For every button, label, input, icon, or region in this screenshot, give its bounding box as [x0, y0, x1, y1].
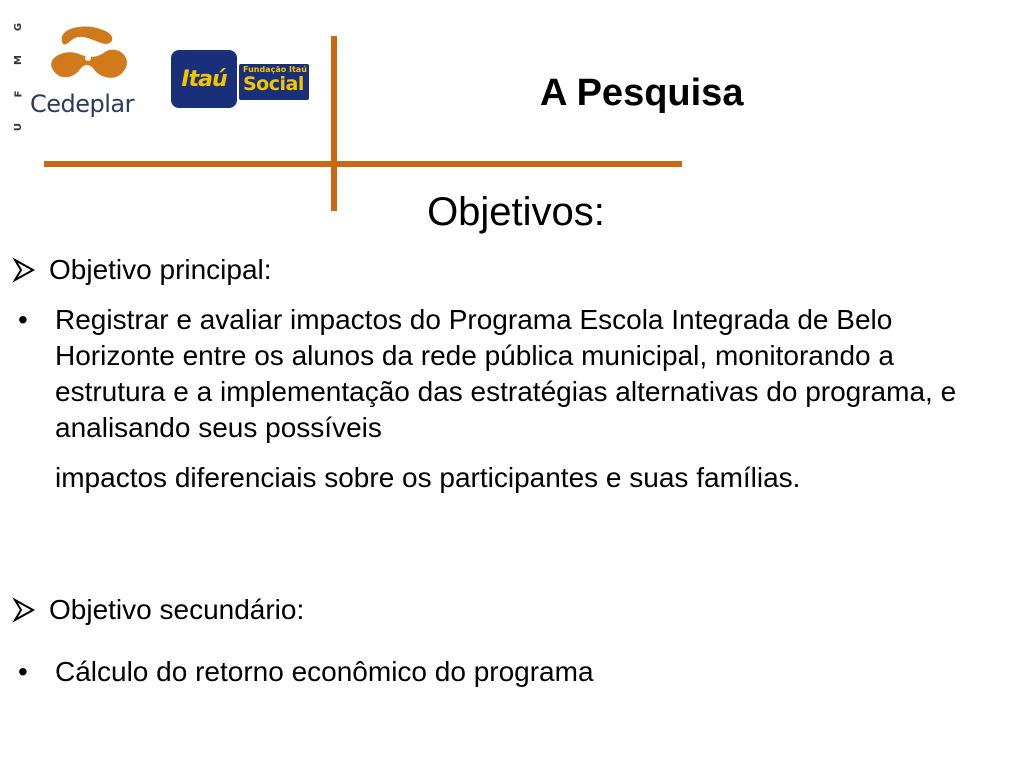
item-text: Objetivo secundário: — [49, 594, 305, 625]
vertical-divider — [331, 36, 337, 211]
list-item — [12, 252, 1002, 293]
cedeplar-mark-icon — [45, 24, 131, 90]
item-text-last-line: impactos diferenciais sobre os participantes e suas famílias. — [55, 462, 801, 493]
ufmg-letter: F — [13, 90, 24, 98]
horizontal-divider — [44, 161, 682, 167]
itau-social-logo — [171, 50, 307, 108]
itau-box — [171, 50, 237, 108]
ufmg-logo — [10, 22, 28, 132]
list-item — [12, 302, 1002, 496]
arrow-bullet — [12, 592, 49, 633]
arrow-icon — [12, 256, 36, 284]
cedeplar-wordmark: Cedeplar — [30, 90, 134, 118]
list-item — [12, 654, 1002, 690]
social-wordmark: Social — [243, 73, 304, 95]
fundacao-box — [239, 64, 309, 100]
item-text-main: Registrar e avaliar impactos do Programa Escola Integrada de Belo Horizonte entre os alunos da rede pública municipal, monitorando a estrutura e a implementação das estratégias alternativas do programa, e analisando seus possíveis — [55, 304, 957, 443]
fundacao-label: Fundação Itaú — [243, 65, 307, 74]
cedeplar-logo — [30, 24, 144, 128]
ufmg-letter: U — [13, 122, 24, 132]
item-text: Cálculo do retorno econômico do programa — [55, 656, 594, 687]
ufmg-letter: G — [13, 22, 24, 32]
slide-title: A Pesquisa — [540, 72, 744, 114]
itau-wordmark: Itaú — [181, 66, 227, 92]
arrow-icon — [12, 596, 36, 624]
item-text — [55, 302, 1002, 496]
bullet-marker: • — [18, 656, 28, 687]
list-item — [12, 592, 1002, 633]
ufmg-letter: M — [12, 55, 24, 66]
slide-subtitle: Objetivos: — [427, 190, 605, 234]
arrow-bullet — [12, 252, 49, 293]
item-text: Objetivo principal: — [49, 254, 272, 285]
bullet-marker: • — [18, 304, 28, 335]
